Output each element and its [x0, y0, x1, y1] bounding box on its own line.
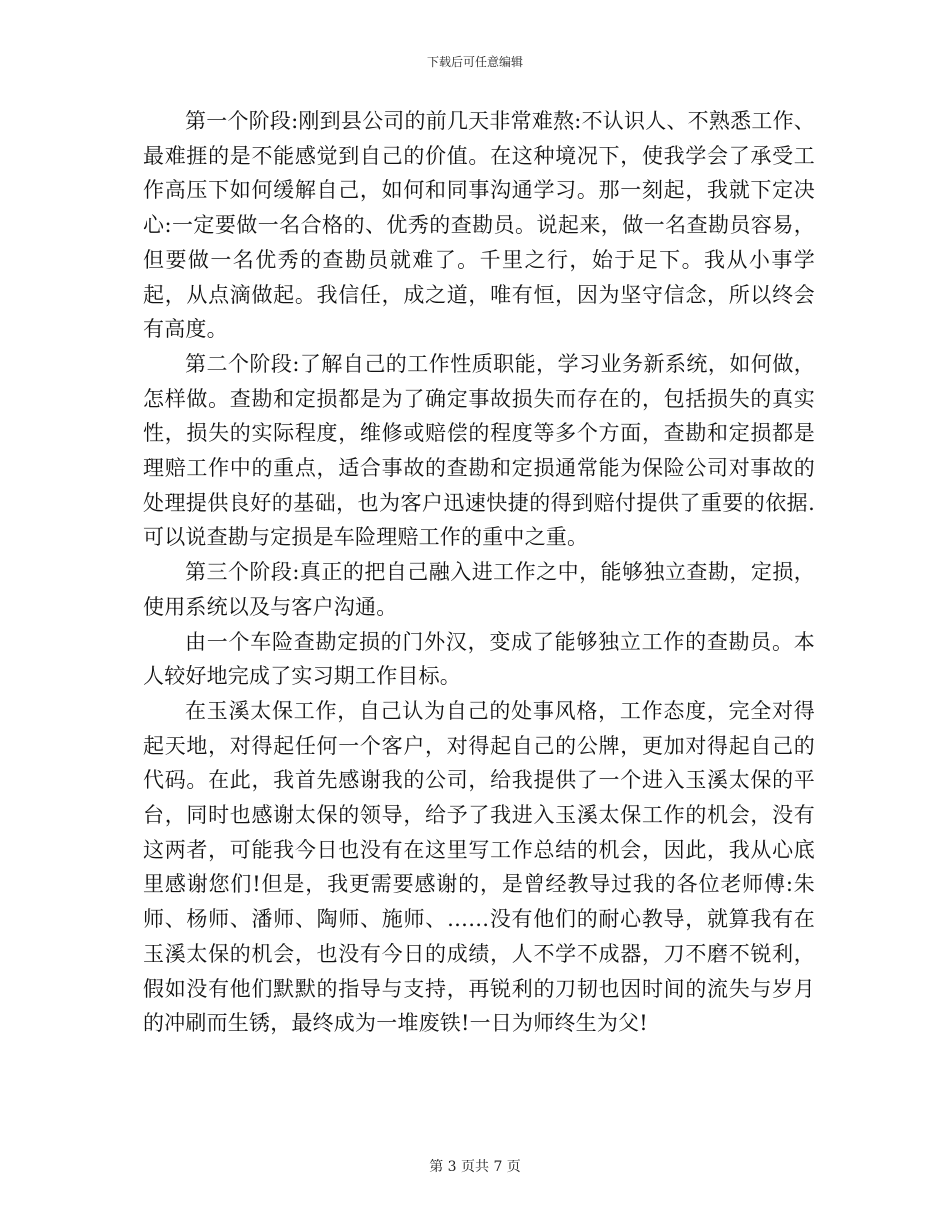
- page-number: 第 3 页共 7 页: [429, 1159, 521, 1175]
- paragraph-gratitude: 在玉溪太保工作，自己认为自己的处事风格，工作态度，完全对得起天地，对得起任何一个客户，对得起自己的公牌，更加对得起自己的代码。在此，我首先感谢我的公司，给我提供了一个进入玉溪太保的平台，同时也感谢太保的领导，给予了我进入玉溪太保工作的机会，没有这两者，可能我今日也没有在这里写工作总结的机会，因此，我从心底里感谢您们!但是，我更需要感谢的，是曾经教导过我的各位老师傅:朱师、杨师、潘师、陶师、施师、……没有他们的耐心教导，就算我有在玉溪太保的机会，也没有今日的成绩，人不学不成器，刀不磨不锐利，假如没有他们默默的指导与支持，再锐利的刀韧也因时间的流失与岁月的冲刷而生锈，最终成为一堆废铁!一日为师终生为父!: [143, 698, 815, 1036]
- document-body: [143, 104, 815, 1041]
- page-header: 下载后可任意编辑: [426, 55, 523, 69]
- paragraph-summary: 由一个车险查勘定损的门外汉，变成了能够独立工作的查勘员。本人较好地完成了实习期工作目标。: [143, 629, 815, 689]
- paragraph-stage-one: 第一个阶段:刚到县公司的前几天非常难熬:不认识人、不熟悉工作、最难捱的是不能感觉到自己的价值。在这种境况下，使我学会了承受工作高压下如何缓解自己，如何和同事沟通学习。那一刻起，我就下定决心:一定要做一名合格的、优秀的查勘员。说起来，做一名查勘员容易，但要做一名优秀的查勘员就难了。千里之行，始于足下。我从小事学起，从点滴做起。我信任，成之道，唯有恒，因为坚守信念，所以终会有高度。: [143, 109, 815, 342]
- paragraph-stage-two: 第二个阶段:了解自己的工作性质职能，学习业务新系统，如何做，怎样做。查勘和定损都是为了确定事故损失而存在的，包括损失的真实性，损失的实际程度，维修或赔偿的程度等多个方面，查勘和定损都是理赔工作中的重点，适合事故的查勘和定损通常能为保险公司对事故的处理提供良好的基础，也为客户迅速快捷的得到赔付提供了重要的依据.可以说查勘与定损是车险理赔工作的重中之重。: [143, 351, 815, 550]
- paragraph-stage-three: 第三个阶段:真正的把自己融入进工作之中，能够独立查勘，定损，使用系统以及与客户沟通。: [143, 560, 815, 619]
